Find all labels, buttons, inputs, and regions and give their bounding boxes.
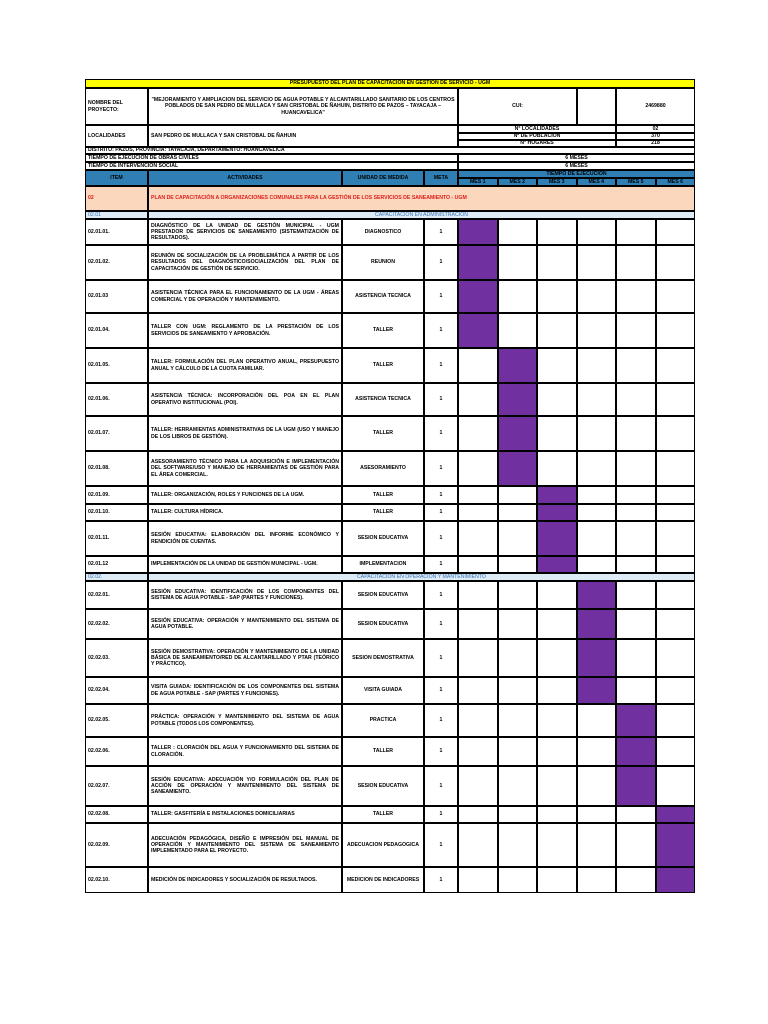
column-header-month: MES 3: [537, 178, 577, 186]
schedule-cell: [616, 219, 656, 245]
row-activity: TALLER : CLORACIÓN DEL AGUA Y FUNCIONAMIENTO DEL SISTEMA DE CLORACIÓN.: [148, 737, 342, 766]
schedule-mark: [537, 521, 577, 556]
row-activity: TALLER: GASFITERÍA E INSTALACIONES DOMICILIARIAS: [148, 806, 342, 823]
schedule-cell: [498, 219, 538, 245]
schedule-cell: [656, 451, 696, 486]
schedule-cell: [656, 348, 696, 383]
stat-value: 218: [616, 140, 695, 147]
stat-value: 02: [616, 125, 695, 133]
column-header-item: ITEM: [85, 170, 148, 186]
subsection-code: 02.01: [85, 211, 148, 219]
schedule-mark: [498, 383, 538, 416]
row-meta: 1: [424, 737, 458, 766]
schedule-cell: [616, 609, 656, 639]
row-meta: 1: [424, 677, 458, 704]
schedule-cell: [458, 348, 498, 383]
schedule-cell: [577, 486, 617, 504]
row-meta: 1: [424, 245, 458, 280]
column-header-month: MES 4: [577, 178, 617, 186]
row-activity: MEDICIÓN DE INDICADORES Y SOCIALIZACIÓN DE RESULTADOS.: [148, 867, 342, 893]
row-item-code: 02.01.03: [85, 280, 148, 313]
row-unit: ADECUACION PEDAGOGICA: [342, 823, 424, 867]
schedule-cell: [616, 245, 656, 280]
schedule-cell: [498, 737, 538, 766]
row-meta: 1: [424, 766, 458, 806]
column-header-tiempo: TIEMPO DE EJECUCION: [458, 170, 695, 178]
schedule-cell: [656, 313, 696, 348]
row-activity: ASESORAMIENTO TÉCNICO PARA LA ADQUISICIÓN E IMPLEMENTACIÓN DEL SOFTWARE/USO Y MANEJO DE HERRAMIENTAS DE GESTIÓN PARA EL ÁREA COMERCIAL.: [148, 451, 342, 486]
schedule-cell: [616, 348, 656, 383]
schedule-cell: [498, 823, 538, 867]
row-meta: 1: [424, 556, 458, 573]
row-unit: ASESORAMIENTO: [342, 451, 424, 486]
schedule-cell: [577, 867, 617, 893]
schedule-mark: [577, 581, 617, 609]
row-unit: SESION EDUCATIVA: [342, 766, 424, 806]
row-item-code: 02.01.01.: [85, 219, 148, 245]
row-activity: SESIÓN EDUCATIVA: IDENTIFICACIÓN DE LOS COMPONENTES DEL SISTEMA DE AGUA POTABLE - SAP (PARTES Y FUNCIONES).: [148, 581, 342, 609]
schedule-cell: [616, 823, 656, 867]
schedule-cell: [577, 383, 617, 416]
row-unit: MEDICION DE INDICADORES: [342, 867, 424, 893]
row-unit: TALLER: [342, 486, 424, 504]
schedule-cell: [616, 556, 656, 573]
schedule-cell: [537, 677, 577, 704]
row-activity: IMPLEMENTACIÓN DE LA UNIDAD DE GESTIÓN MUNICIPAL - UGM.: [148, 556, 342, 573]
column-header-actividades: ACTIVIDADES: [148, 170, 342, 186]
schedule-cell: [537, 806, 577, 823]
schedule-cell: [537, 416, 577, 451]
schedule-cell: [498, 581, 538, 609]
row-unit: TALLER: [342, 348, 424, 383]
schedule-cell: [616, 504, 656, 521]
schedule-cell: [498, 766, 538, 806]
row-item-code: 02.02.08.: [85, 806, 148, 823]
schedule-cell: [458, 504, 498, 521]
schedule-cell: [656, 677, 696, 704]
row-item-code: 02.02.09.: [85, 823, 148, 867]
row-unit: SESION EDUCATIVA: [342, 521, 424, 556]
schedule-cell: [656, 609, 696, 639]
row-meta: 1: [424, 416, 458, 451]
row-unit: TALLER: [342, 737, 424, 766]
row-meta: 1: [424, 504, 458, 521]
column-header-meta: META: [424, 170, 458, 186]
stat-label: N° HOGARES: [458, 140, 616, 147]
schedule-mark: [458, 245, 498, 280]
schedule-cell: [498, 556, 538, 573]
schedule-cell: [616, 416, 656, 451]
schedule-cell: [616, 383, 656, 416]
schedule-cell: [656, 245, 696, 280]
row-activity: ADECUACIÓN PEDAGÓGICA, DISEÑO E IMPRESIÓN DEL MANUAL DE OPERACIÓN Y MANTENIMIENTO DEL SISTEMA DE SANEAMIENTO IMPLEMENTADO PARA EL PROYECTO.: [148, 823, 342, 867]
row-activity: TALLER: ORGANIZACIÓN, ROLES Y FUNCIONES DE LA UGM.: [148, 486, 342, 504]
row-activity: TALLER CON UGM: REGLAMENTO DE LA PRESTACIÓN DE LOS SERVICIOS DE SANEAMIENTO Y APROBACIÓN.: [148, 313, 342, 348]
schedule-cell: [537, 823, 577, 867]
schedule-cell: [537, 609, 577, 639]
schedule-cell: [577, 704, 617, 737]
schedule-mark: [458, 313, 498, 348]
schedule-cell: [616, 867, 656, 893]
schedule-mark: [577, 677, 617, 704]
schedule-cell: [616, 581, 656, 609]
row-meta: 1: [424, 313, 458, 348]
schedule-cell: [537, 704, 577, 737]
schedule-cell: [577, 806, 617, 823]
stat-value: 370: [616, 133, 695, 140]
row-activity: SESIÓN EDUCATIVA: OPERACIÓN Y MANTENIMIENTO DEL SISTEMA DE AGUA POTABLE.: [148, 609, 342, 639]
schedule-cell: [616, 486, 656, 504]
schedule-mark: [458, 280, 498, 313]
schedule-cell: [498, 677, 538, 704]
schedule-cell: [577, 521, 617, 556]
row-activity: SESIÓN EDUCATIVA: ELABORACIÓN DEL INFORME ECONÓMICO Y RENDICIÓN DE CUENTAS.: [148, 521, 342, 556]
schedule-mark: [537, 504, 577, 521]
schedule-cell: [656, 504, 696, 521]
row-meta: 1: [424, 639, 458, 677]
tiempo-social-value: 6 MESES: [458, 162, 695, 170]
schedule-cell: [498, 504, 538, 521]
schedule-cell: [656, 766, 696, 806]
schedule-cell: [458, 823, 498, 867]
schedule-cell: [458, 639, 498, 677]
schedule-cell: [656, 219, 696, 245]
section-code: 02: [85, 186, 148, 211]
subsection-label: CAPACITACION EN OPERACIÓN Y MANTENIMIENTO: [148, 573, 695, 581]
schedule-cell: [537, 219, 577, 245]
cui-spacer: [577, 88, 616, 125]
row-item-code: 02.01.05.: [85, 348, 148, 383]
schedule-cell: [656, 280, 696, 313]
row-item-code: 02.02.06.: [85, 737, 148, 766]
row-activity: TALLER: FORMULACIÓN DEL PLAN OPERATIVO ANUAL, PRESUPUESTO ANUAL Y CÁLCULO DE LA CUOTA FAMILIAR.: [148, 348, 342, 383]
cui-label: CUI:: [458, 88, 577, 125]
schedule-mark: [498, 348, 538, 383]
schedule-cell: [458, 766, 498, 806]
localidades-label: LOCALIDADES: [85, 125, 148, 147]
schedule-cell: [656, 737, 696, 766]
column-header-month: MES 2: [498, 178, 538, 186]
tiempo-obras-value: 6 MESES: [458, 154, 695, 162]
row-unit: VISITA GUIADA: [342, 677, 424, 704]
row-item-code: 02.02.07.: [85, 766, 148, 806]
schedule-cell: [458, 806, 498, 823]
schedule-cell: [498, 704, 538, 737]
schedule-cell: [577, 280, 617, 313]
schedule-cell: [537, 348, 577, 383]
row-meta: 1: [424, 348, 458, 383]
row-item-code: 02.02.04.: [85, 677, 148, 704]
schedule-cell: [537, 639, 577, 677]
schedule-cell: [577, 348, 617, 383]
row-meta: 1: [424, 451, 458, 486]
row-unit: SESION DEMOSTRATIVA: [342, 639, 424, 677]
row-item-code: 02.01.12: [85, 556, 148, 573]
schedule-cell: [616, 313, 656, 348]
row-activity: SESIÓN DEMOSTRATIVA: OPERACIÓN Y MANTENIMIENTO DE LA UNIDAD BÁSICA DE SANEAMIENTO/RED DE ALCANTARILLADO Y PTAR (TEÓRICO Y PRÁCTICO).: [148, 639, 342, 677]
schedule-cell: [498, 521, 538, 556]
schedule-cell: [656, 486, 696, 504]
schedule-cell: [616, 521, 656, 556]
schedule-cell: [458, 486, 498, 504]
schedule-cell: [458, 451, 498, 486]
schedule-cell: [498, 867, 538, 893]
schedule-cell: [616, 677, 656, 704]
schedule-cell: [498, 639, 538, 677]
stat-label: N° LOCALIDADES: [458, 125, 616, 133]
schedule-cell: [577, 219, 617, 245]
schedule-cell: [498, 806, 538, 823]
schedule-cell: [577, 504, 617, 521]
schedule-cell: [498, 280, 538, 313]
row-activity: PRÁCTICA: OPERACIÓN Y MANTENIMIENTO DEL SISTEMA DE AGUA POTABLE (TODOS LOS COMPONENTES).: [148, 704, 342, 737]
row-activity: SESIÓN EDUCATIVA: ADECUACIÓN Y/O FORMULACIÓN DEL PLAN DE ACCIÓN DE OPERACIÓN Y MANTENIMIENTO DEL SISTEMA DE SANEAMIENTO.: [148, 766, 342, 806]
row-unit: DIAGNOSTICO: [342, 219, 424, 245]
row-meta: 1: [424, 704, 458, 737]
row-item-code: 02.01.09.: [85, 486, 148, 504]
schedule-cell: [498, 313, 538, 348]
distrito: DISTRITO: PAZOS, PROVINCIA: TAYACAJA, DEPARTAMENTO: HUANCAVELICA: [85, 147, 695, 154]
schedule-cell: [537, 766, 577, 806]
column-header-month: MES 6: [656, 178, 696, 186]
column-header-month: MES 1: [458, 178, 498, 186]
tiempo-obras-label: TIEMPO DE EJECUCION DE OBRAS CIVILES: [85, 154, 458, 162]
schedule-cell: [656, 556, 696, 573]
schedule-cell: [656, 383, 696, 416]
row-unit: TALLER: [342, 416, 424, 451]
schedule-mark: [616, 737, 656, 766]
schedule-cell: [656, 416, 696, 451]
schedule-cell: [656, 581, 696, 609]
schedule-mark: [577, 639, 617, 677]
row-unit: IMPLEMENTACION: [342, 556, 424, 573]
row-unit: TALLER: [342, 504, 424, 521]
schedule-mark: [656, 823, 696, 867]
row-activity: TALLER: CULTURA HÍDRICA.: [148, 504, 342, 521]
row-meta: 1: [424, 867, 458, 893]
schedule-cell: [577, 556, 617, 573]
schedule-cell: [458, 867, 498, 893]
row-activity: REUNIÓN DE SOCIALIZACIÓN DE LA PROBLEMÁTICA A PARTIR DE LOS RESULTADOS DEL DIAGNÓSTICO/SOCIALIZACIÓN DEL PLAN DE CAPACITACIÓN DE GESTIÓN DE SERVICIO.: [148, 245, 342, 280]
column-header-month: MES 5: [616, 178, 656, 186]
row-meta: 1: [424, 609, 458, 639]
schedule-cell: [616, 806, 656, 823]
subsection-code: 02.02.: [85, 573, 148, 581]
subsection-label: CAPACITACION EN ADMINISTRACION: [148, 211, 695, 219]
schedule-cell: [577, 416, 617, 451]
project-name: "MEJORAMIENTO Y AMPLIACION DEL SERVICIO DE AGUA POTABLE Y ALCANTARILLADO SANITARIO DE LOS CENTROS POBLADOS DE SAN PEDRO DE MULLACA Y SAN CRISTOBAL DE ÑAHUIN, DISTRITO DE PAZOS – TAYACAJA – HUANCAVELICA": [148, 88, 458, 125]
row-meta: 1: [424, 581, 458, 609]
schedule-cell: [458, 383, 498, 416]
schedule-cell: [537, 451, 577, 486]
cui-value: 2469880: [616, 88, 695, 125]
row-item-code: 02.02.01.: [85, 581, 148, 609]
row-item-code: 02.02.05.: [85, 704, 148, 737]
schedule-mark: [656, 806, 696, 823]
row-unit: TALLER: [342, 313, 424, 348]
row-item-code: 02.01.04.: [85, 313, 148, 348]
schedule-cell: [458, 581, 498, 609]
schedule-cell: [458, 609, 498, 639]
schedule-cell: [577, 766, 617, 806]
row-activity: TALLER: HERRAMIENTAS ADMINISTRATIVAS DE LA UGM (USO Y MANEJO DE LOS LIBROS DE GESTIÓN).: [148, 416, 342, 451]
schedule-mark: [458, 219, 498, 245]
row-item-code: 02.01.06.: [85, 383, 148, 416]
row-meta: 1: [424, 806, 458, 823]
schedule-cell: [616, 639, 656, 677]
schedule-mark: [498, 416, 538, 451]
row-item-code: 02.01.02.: [85, 245, 148, 280]
row-activity: DIAGNÓSTICO DE LA UNIDAD DE GESTIÓN MUNICIPAL - UGM PRESTADOR DE SERVICIOS DE SANEAMIENTO (SISTEMATIZACIÓN DE RESULTADOS).: [148, 219, 342, 245]
schedule-mark: [656, 867, 696, 893]
section-label: PLAN DE CAPACITACIÓN A ORGANIZACIONES COMUNALES PARA LA GESTIÓN DE LOS SERVICIOS DE SANEAMIENTO - UGM: [148, 186, 695, 211]
row-meta: 1: [424, 219, 458, 245]
schedule-cell: [458, 677, 498, 704]
row-item-code: 02.01.07.: [85, 416, 148, 451]
row-unit: SESION EDUCATIVA: [342, 581, 424, 609]
schedule-cell: [537, 383, 577, 416]
row-meta: 1: [424, 486, 458, 504]
schedule-cell: [458, 556, 498, 573]
schedule-cell: [537, 737, 577, 766]
schedule-cell: [537, 581, 577, 609]
tiempo-social-label: TIEMPO DE INTERVENCIÓN SOCIAL: [85, 162, 458, 170]
schedule-cell: [537, 867, 577, 893]
row-unit: PRACTICA: [342, 704, 424, 737]
schedule-cell: [498, 609, 538, 639]
schedule-cell: [498, 486, 538, 504]
row-meta: 1: [424, 823, 458, 867]
schedule-cell: [577, 737, 617, 766]
row-unit: ASISTENCIA TECNICA: [342, 280, 424, 313]
row-item-code: 02.01.10.: [85, 504, 148, 521]
row-item-code: 02.01.11.: [85, 521, 148, 556]
row-meta: 1: [424, 383, 458, 416]
schedule-cell: [537, 245, 577, 280]
schedule-mark: [616, 766, 656, 806]
row-item-code: 02.02.02.: [85, 609, 148, 639]
row-unit: REUNION: [342, 245, 424, 280]
row-activity: ASISTENCIA TÉCNICA: INCORPORACIÓN DEL POA EN EL PLAN OPERATIVO INSTITUCIONAL (POI).: [148, 383, 342, 416]
schedule-cell: [577, 313, 617, 348]
schedule-cell: [656, 639, 696, 677]
row-activity: ASISTENCIA TÉCNICA PARA EL FUNCIONAMIENTO DE LA UGM - ÁREAS COMERCIAL Y DE OPERACIÓN Y MANTENIMIENTO.: [148, 280, 342, 313]
schedule-cell: [458, 521, 498, 556]
row-item-code: 02.02.10.: [85, 867, 148, 893]
schedule-cell: [656, 704, 696, 737]
schedule-cell: [577, 245, 617, 280]
row-unit: SESION EDUCATIVA: [342, 609, 424, 639]
localidades-value: SAN PEDRO DE MULLACA Y SAN CRISTOBAL DE ÑAHUIN: [148, 125, 458, 147]
budget-sheet: [85, 79, 695, 901]
schedule-cell: [458, 416, 498, 451]
schedule-cell: [498, 245, 538, 280]
row-item-code: 02.01.08.: [85, 451, 148, 486]
schedule-mark: [498, 451, 538, 486]
row-unit: ASISTENCIA TECNICA: [342, 383, 424, 416]
schedule-cell: [458, 737, 498, 766]
row-meta: 1: [424, 521, 458, 556]
schedule-mark: [537, 486, 577, 504]
schedule-cell: [616, 451, 656, 486]
schedule-mark: [537, 556, 577, 573]
column-header-unidad: UNIDAD DE MEDIDA: [342, 170, 424, 186]
schedule-cell: [458, 704, 498, 737]
schedule-mark: [616, 704, 656, 737]
schedule-cell: [537, 313, 577, 348]
schedule-mark: [577, 609, 617, 639]
row-meta: 1: [424, 280, 458, 313]
schedule-cell: [537, 280, 577, 313]
schedule-cell: [577, 451, 617, 486]
project-label: NOMBRE DEL PROYECTO:: [85, 88, 148, 125]
schedule-cell: [656, 521, 696, 556]
row-activity: VISITA GUIADA: IDENTIFICACIÓN DE LOS COMPONENTES DEL SISTEMA DE AGUA POTABLE - SAP (PARTES Y FUNCIONES).: [148, 677, 342, 704]
sheet-title: PRESUPUESTO DEL PLAN DE CAPACITACION EN GESTION DE SERVICIO - UGM: [85, 79, 695, 88]
row-item-code: 02.02.03.: [85, 639, 148, 677]
stat-label: Nº DE POBLACION: [458, 133, 616, 140]
row-unit: TALLER: [342, 806, 424, 823]
schedule-cell: [616, 280, 656, 313]
schedule-cell: [577, 823, 617, 867]
